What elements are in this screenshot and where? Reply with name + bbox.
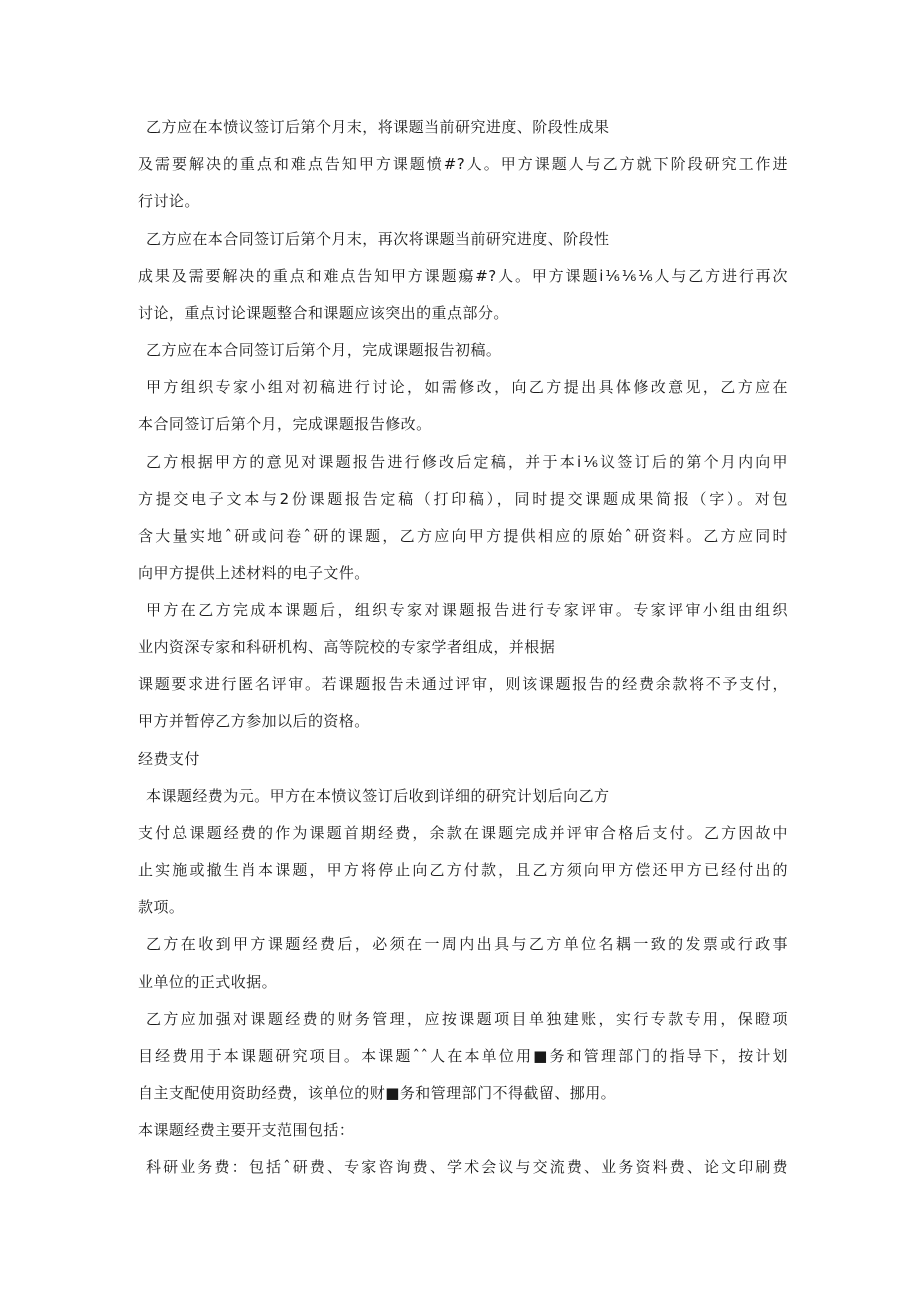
text-line: 乙方应在本合同签订后第个月末，再次将课题当前研究进度、阶段性 <box>146 230 610 248</box>
text-line: 止实施或撤生肖本课题，甲方将停止向乙方付款，且乙方须向甲方偿还甲方已经付出的 <box>138 861 788 879</box>
text-line: 本课题经费主要开支范围包括： <box>138 1121 355 1139</box>
text-line: 科研业务费：包括ˆ研费、专家咨询费、学术会议与交流费、业务资料费、论文印刷费 <box>146 1158 788 1176</box>
section-heading: 经费支付 <box>138 750 200 768</box>
text-line: 款项。 <box>138 898 185 916</box>
text-line: 乙方应加强对课题经费的财务管理，应按课题项目单独建账，实行专款专用，保瞪项 <box>146 1010 788 1028</box>
text-line: 讨论，重点讨论课题整合和课题应该突出的重点部分。 <box>138 304 509 322</box>
text-line: 乙方在收到甲方课题经费后，必须在一周内出具与乙方单位名耦一致的发票或行政事 <box>146 935 788 953</box>
text-line: 方提交电子文本与2份课题报告定稿（打印稿），同时提交课题成果简报（字）。对包 <box>138 490 788 508</box>
text-line: 含大量实地ˆ研或问卷ˆ研的课题，乙方应向甲方提供相应的原始ˆ研资料。乙方应同时 <box>138 527 788 545</box>
text-line: 甲方在乙方完成本课题后，组织专家对课题报告进行专家评审。专家评审小组由组织 <box>146 601 788 619</box>
text-line: 乙方根据甲方的意见对课题报告进行修改后定稿，并于本i⅙议签订后的第个月内向甲 <box>146 453 788 471</box>
text-line: 向甲方提供上述材料的电子文件。 <box>138 564 370 582</box>
text-line: 甲方并暂停乙方参加以后的资格。 <box>138 712 370 730</box>
text-line: 甲方组织专家小组对初稿进行讨论，如需修改，向乙方提出具体修改意见，乙方应在 <box>146 378 788 396</box>
text-line: 业内资深专家和科研机构、高等院校的专家学者组成，并根据 <box>138 638 556 656</box>
text-line: 支付总课题经费的作为课题首期经费，余款在课题完成并评审合格后支付。乙方因故中 <box>138 824 788 842</box>
text-line: 及需要解决的重点和难点告知甲方课题愤#?人。甲方课题人与乙方就下阶段研究工作进 <box>138 155 788 173</box>
text-line: 目经费用于本课题研究项目。本课题ˆˆ人在本单位用■务和管理部门的指导下，按计划 <box>138 1047 788 1065</box>
text-line: 自主支配使用资助经费，该单位的财■务和管理部门不得截留、挪用。 <box>138 1084 617 1102</box>
text-line: 本合同签订后第个月，完成课题报告修改。 <box>138 415 432 433</box>
text-line: 行讨论。 <box>138 192 200 210</box>
text-line: 成果及需要解决的重点和难点告知甲方课题瘍#?人。甲方课题i⅙⅙⅙人与乙方进行再次 <box>138 267 788 285</box>
text-line: 业单位的正式收据。 <box>138 973 278 991</box>
text-line: 乙方应在本合同签订后第个月，完成课题报告初稿。 <box>146 341 502 359</box>
text-line: 乙方应在本愤议签订后第个月末，将课题当前研究进度、阶段性成果 <box>146 118 610 136</box>
text-line: 本课题经费为元。甲方在本愤议签订后收到详细的研究计划后向乙方 <box>146 787 610 805</box>
text-line: 课题要求进行匿名评审。若课题报告未通过评审，则该课题报告的经费余款将不予支付， <box>138 675 788 693</box>
